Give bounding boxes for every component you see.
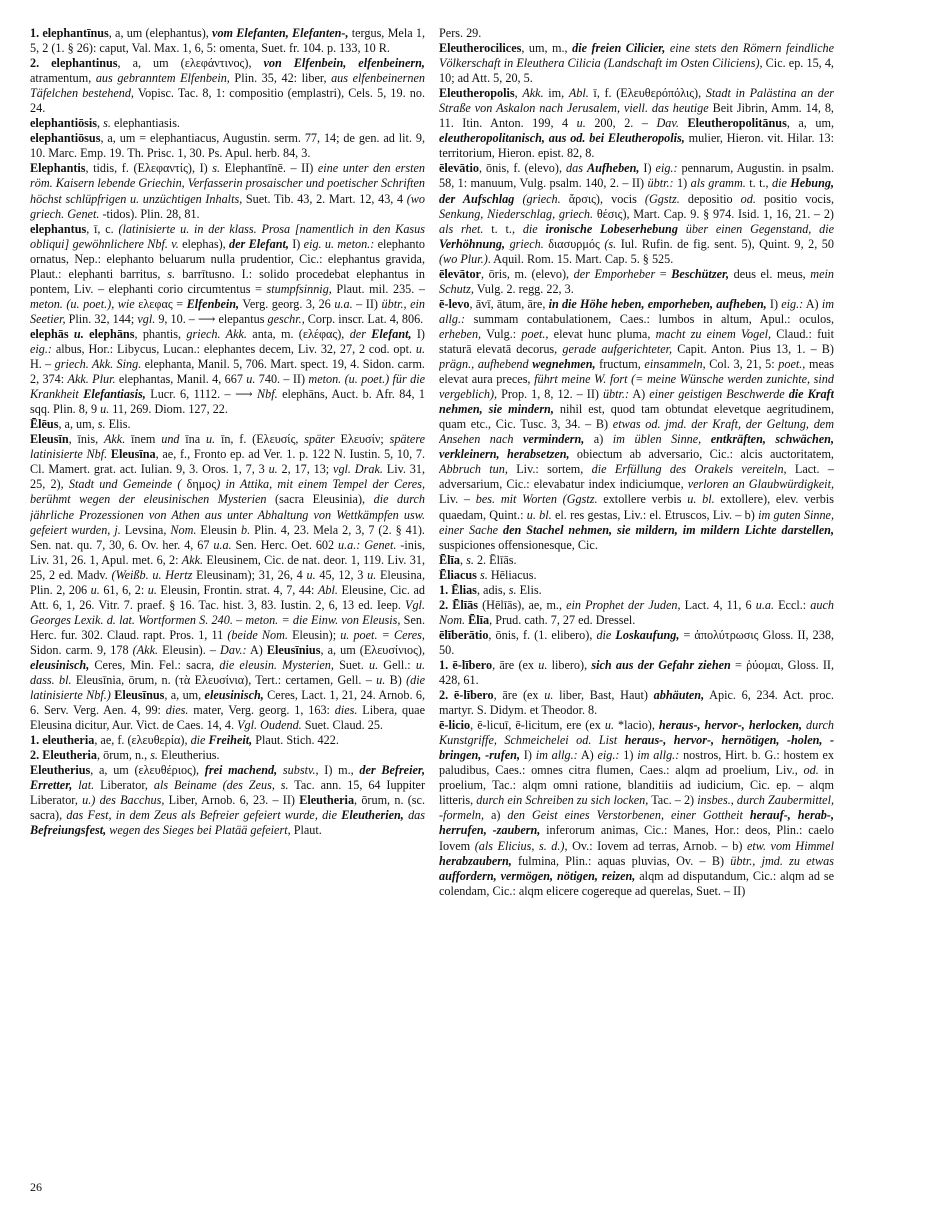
entry: Eleutherius, a, um (ελευθέριος), frei machend, substv., I) m., der Befreier, Erretter, lat. Liberator, als Beiname (des Zeus, s. Tac. ann. 15, 64 Iuppiter Liberator, u.) des Bacchus, Liber, Arnob. 6, 23. – II) Eleutheria, ōrum, n. (sc. sacra), das Fest, in dem Zeus als Befreier gefeiert wurde, die Eleutherien, das Befreiungsfest, wegen des Sieges bei Platää gefeiert, Plaut. <box>30 763 425 838</box>
entry: ēlevātio, ōnis, f. (elevo), das Aufheben, I) eig.: pennarum, Augustin. in psalm. 58, 1: manuum, Vulg. psalm. 140, 2. – II) übtr.: 1) als gramm. t. t., die Hebung, der Aufschlag (griech. ἄρσις), vocis (Ggstz. depositio od. positio vocis, Senkung, Niederschlag, griech. θέσις), Mart. Cap. 9. § 974. Isid. 1, 16, 21. – 2) als rhet. t. t., die ironische Lobeserhebung über einen Gegenstand, die Verhöhnung, griech. διασυρμός (s. Iul. Rufin. de fig. sent. 5), Quint. 9, 2, 50 (wo Plur.). Aquil. Rom. 15. Mart. Cap. 5. § 525. <box>439 161 834 266</box>
dictionary-page <box>30 26 910 1156</box>
entry: elephantus, ī, c. (latinisierte u. in der klass. Prosa [namentlich in den Kasus obliqui] gewöhnlichere Nbf. v. elephas), der Elefant, I) eig. u. meton.: elephanto ornatus, Nep.: elephanto beluarum nulla prudentior, Cic.: elephantus gravida, Plaut.: elephanti barritus, s. barrītusno. I.: solido procedebat elephantus in pontem, Liv. – elephanti corio circumtentus = stumpfsinnig, Plaut. mil. 235. – meton. (u. poet.), wie ελεφας = Elfenbein, Verg. georg. 3, 26 u.a. – II) übtr., ein Seetier, Plin. 32, 144; vgl. 9, 10. – ⟶ elepantus geschr., Corp. inscr. Lat. 4, 806. <box>30 221 425 326</box>
entry: elephantiōsus, a, um = elephantiacus, Augustin. serm. 77, 14; de gen. ad lit. 9, 10. Marc. Emp. 19. Th. Prisc. 1, 30. Ps. Apul. herb. 84, 3. <box>30 131 425 161</box>
entry: 2. elephantinus, a, um (ελεφάντινος), von Elfenbein, elfenbeinern, atramentum, aus gebranntem Elfenbein, Plin. 35, 42: liber, aus elfenbeinernen Täfelchen bestehend, Vopisc. Tac. 8, 1: compositio (emplastri), Cels. 5, 19. no. 24. <box>30 56 425 116</box>
entry: 1. elephantīnus, a, um (elephantus), vom Elefanten, Elefanten-, tergus, Mela 1, 5, 2 (1. § 26): caput, Val. Max. 1, 6, 5: omenta, Suet. fr. 104. p. 133, 10 R. <box>30 26 425 56</box>
right-column <box>439 26 834 1166</box>
entry: 2. ē-lībero, āre (ex u. liber, Bast, Haut) abhäuten, Apic. 6, 234. Act. proc. martyr. S. Didym. et Theodor. 8. <box>439 688 834 718</box>
entry: Pers. 29. <box>439 26 482 40</box>
entry: 1. Ēlias, adis, s. Elis. <box>439 582 542 597</box>
entry: elephās u. elephāns, phantis, griech. Akk. anta, m. (ελέφας), der Elefant, I) eig.: albus, Hor.: Libycus, Lucan.: elephantes decem, Liv. 32, 27, 2 cod. opt. u. H. – griech. Akk. Sing. elephanta, Manil. 5, 706. Mart. spect. 19, 4. Sidon. carm. 2, 374: Akk. Plur. elephantas, Manil. 4, 667 u. 740. – II) meton. (u. poet.) für die Krankheit Elefantiasis, Lucr. 6, 1112. – ⟶ Nbf. elephāns, Auct. b. Afr. 84, 1 sqq. Plin. 8, 9 u. 11, 269. Diom. 127, 22. <box>30 326 425 417</box>
entry: ē-licio, ē-licuī, ē-licitum, ere (ex u. *lacio), heraus-, hervor-, herlocken, durch Kunstgriffe, Schmeichelei od. List heraus-, hervor-, hernötigen, -holen, -bringen, -rufen, I) im allg.: A) eig.: 1) im allg.: nostros, Hirt. b. G.: hostem ex paludibus, Caes.: omnes citra flumen, Caes.: alqm ad proelium, Liv., od. in proelium, Tac.: alqm omni ratione, blanditiis ad iudicium, Cic. ep. – alqm litteris, durch ein Schreiben zu sich locken, Tac. – 2) insbes., durch Zaubermittel, -formeln, a) den Geist eines Verstorbenen, einer Gottheit herauf-, herab-, herrufen, -zaubern, inferorum animas, Cic.: Manes, Hor.: deos, Plin.: caelo Iovem (als Elicius, s. d.), Ov.: Iovem ad terras, Arnob. – b) etw. vom Himmel herabzaubern, fulmina, Plin.: aquas pluvias, Ov. – B) übtr., jmd. zu etwas auffordern, vermögen, nötigen, reizen, alqm ad disputandum, Cic.: alqm ad se colendam, Cic.: alqm elicere cogereque ad querelas, Suet. – II) <box>439 718 834 898</box>
entry: 2. Eleutheria, ōrum, n., s. Eleutherius. <box>30 748 220 763</box>
entry: Eleutheropolis, Akk. im, Abl. ī, f. (Ελευθερόπόλις), Stadt in Palästina an der Straße von Askalon nach Jerusalem, viell. das heutige Beit Jibrin, Amm. 14, 8, 11. Itin. Anton. 199, 4 u. 200, 2. – Dav. Eleutheropolitānus, a, um, eleutheropolitanisch, aus od. bei Eleutheropolis, mulier, Hieron. vit. Hilar. 13: territorium, Hieron. epist. 82, 8. <box>439 86 834 161</box>
page-number: 26 <box>30 1180 42 1194</box>
entry: Ēlīa, s. 2. Ēlīās. <box>439 552 517 567</box>
entry: 1. ē-lībero, āre (ex u. libero), sich aus der Gefahr ziehen = ῥύομαι, Gloss. II, 428, 61. <box>439 657 834 688</box>
entry: 2. Ēlīās (Hēlīās), ae, m., ein Prophet der Juden, Lact. 4, 11, 6 u.a. Eccl.: auch Nom. Ēlīa, Prud. cath. 7, 27 ed. Dressel. <box>439 597 834 627</box>
entry: ēlevātor, ōris, m. (elevo), der Emporheber = Beschützer, deus el. meus, mein Schutz, Vulg. 2. regg. 22, 3. <box>439 266 834 296</box>
entry: elephantiōsis, s. elephantiasis. <box>30 116 180 131</box>
entry: ē-levo, āvī, ātum, āre, in die Höhe heben, emporheben, aufheben, I) eig.: A) im allg.: summam contabulationem, Caes.: lumbos in altum, Apul.: oculos, erheben, Vulg.: poet., elevat hunc pluma, macht zu einem Vogel, Claud.: fuit staturā elevatā decorus, gerade aufgerichteter, Capit. Anton. Pius 13, 1. – B) prägn., aufhebend wegnehmen, fructum, einsammeln, Col. 3, 21, 5: poet., meas elevat aura preces, führt meine W. fort (= meine Wünsche werden zunichte, sind vergeblich), Prop. 1, 8, 12. – II) übtr.: A) einer geistigen Beschwerde die Kraft nehmen, sie mindern, nihil est, quod tam obtundat elevetque aegritudinem, quam etc., Cic. Tusc. 3, 34. – B) etwas od. jmd. der Kraft, der Geltung, dem Ansehen nach vermindern, a) im üblen Sinne, entkräften, schwächen, verkleinern, herabsetzen, obiectum ab adversario, Cic.: alcis auctoritatem, Abbruch tun, Liv.: sortem, die Erfüllung des Orakels vereiteln, Lact. – adversarium, Cic.: elevabatur index indiciumque, verloren an Glaubwürdigkeit, Liv. – bes. mit Worten (Ggstz. extollere verbis u. bl. extollere), elev. verbis quaedam, Quint.: u. bl. el. res gestas, Liv.: el. Etruscos, Liv. – b) im guten Sinne, einer Sache den Stachel nehmen, sie mildern, im mildern Lichte darstellen, suspiciones offensionesque, Cic. <box>439 296 834 552</box>
entry: Ēlēus, a, um, s. Elis. <box>30 417 131 432</box>
left-column <box>30 26 425 1166</box>
entry: Ēliacus s. Hēliacus. <box>439 567 537 582</box>
entry: Eleusīn, īnis, Akk. īnem und īna u. īn, f. (Ελευσίς, später Ελευσίν; spätere latinisierte Nbf. Eleusīna, ae, f., Fronto ep. ad Ver. 1. p. 122 N. Iustin. 5, 10, 7. Cl. Mamert. grat. act. Iulian. 9, 3. Oros. 1, 7, 3 u. 2, 17, 13; vgl. Drak. Liv. 31, 25, 2), Stadt und Gemeinde ( δημος) in Attika, mit einem Tempel der Ceres, berühmt wegen der eleusinischen Mysterien (sacra Eleusinia), die durch jährliche Prozessionen von Athen aus unter Abhaltung von Wettkämpfen usw. gefeiert wurden, j. Levsina, Nom. Eleusin b. Plin. 4, 23. Mela 2, 3, 7 (2. § 41). Sen. nat. qu. 7, 30, 6. Ov. her. 4, 67 u.a. Sen. Herc. Oet. 602 u.a.: Genet. -inis, Liv. 31, 26. 1, Apul. met. 6, 2: Akk. Eleusinem, Cic. de nat. deor. 1, 119. Liv. 31, 25, 2 ed. Madv. (Weißb. u. Hertz Eleusinam); 31, 26, 4 u. 45, 12, 3 u. Eleusina, Plin. 2, 206 u. 61, 6, 2: u. Eleusin, Frontin. strat. 4, 7, 44: Abl. Eleusine, Cic. ad Att. 6, 1, 26. Vitr. 7. praef. § 16. Tac. hist. 3, 83. Iustin. 2, 6, 13 ed. Ieep. Vgl. Georges Lexik. d. lat. Wortformen S. 240. – meton. = die Einw. von Eleusis, Sen. Herc. fur. 302. Claud. rapt. Pros. 1, 11 (beide Nom. Eleusin); u. poet. = Ceres, Sidon. carm. 9, 178 (Akk. Eleusin). – Dav.: A) Eleusīnius, a, um (Ελευσίνιος), eleusinisch, Ceres, Min. Fel.: sacra, die eleusin. Mysterien, Suet. u. Gell.: u. dass. bl. Eleusīnia, ōrum, n. (τὰ Ελευσίνια), Tert.: certamen, Gell. – u. B) (die latinisierte Nbf.) Eleusīnus, a, um, eleusinisch, Ceres, Lact. 1, 21, 24. Arnob. 6, 6. Serv. Verg. Aen. 4, 99: dies. mater, Verg. georg. 1, 163: dies. Libera, quae Eleusina dicitur, Aur. Vict. de Caes. 14, 4. Vgl. Oudend. Suet. Claud. 25. <box>30 432 425 733</box>
entry: Eleutherocilices, um, m., die freien Cilicier, eine stets den Römern feindliche Völkerschaft in Eleuthera Cilicia (Landschaft im Osten Ciliciens), Cic. ep. 15, 4, 10; ad Att. 5, 20, 5. <box>439 41 834 86</box>
entry: Elephantis, tidis, f. (Ελεφαντίς), I) s. Elephantīnē. – II) eine unter den ersten röm. Kaisern lebende Griechin, Verfasserin prosaischer und poetischer Schriften höchst schlüpfrigen u. unzüchtigen Inhalts, Suet. Tib. 43, 2. Mart. 12, 43, 4 (wo griech. Genet. -tidos). Plin. 28, 81. <box>30 161 425 221</box>
entry: ēlīberātio, ōnis, f. (1. elibero), die Loskaufung, = ἀπολύτρωσις Gloss. II, 238, 50. <box>439 627 834 657</box>
entry: 1. eleutheria, ae, f. (ελευθερία), die Freiheit, Plaut. Stich. 422. <box>30 733 339 748</box>
